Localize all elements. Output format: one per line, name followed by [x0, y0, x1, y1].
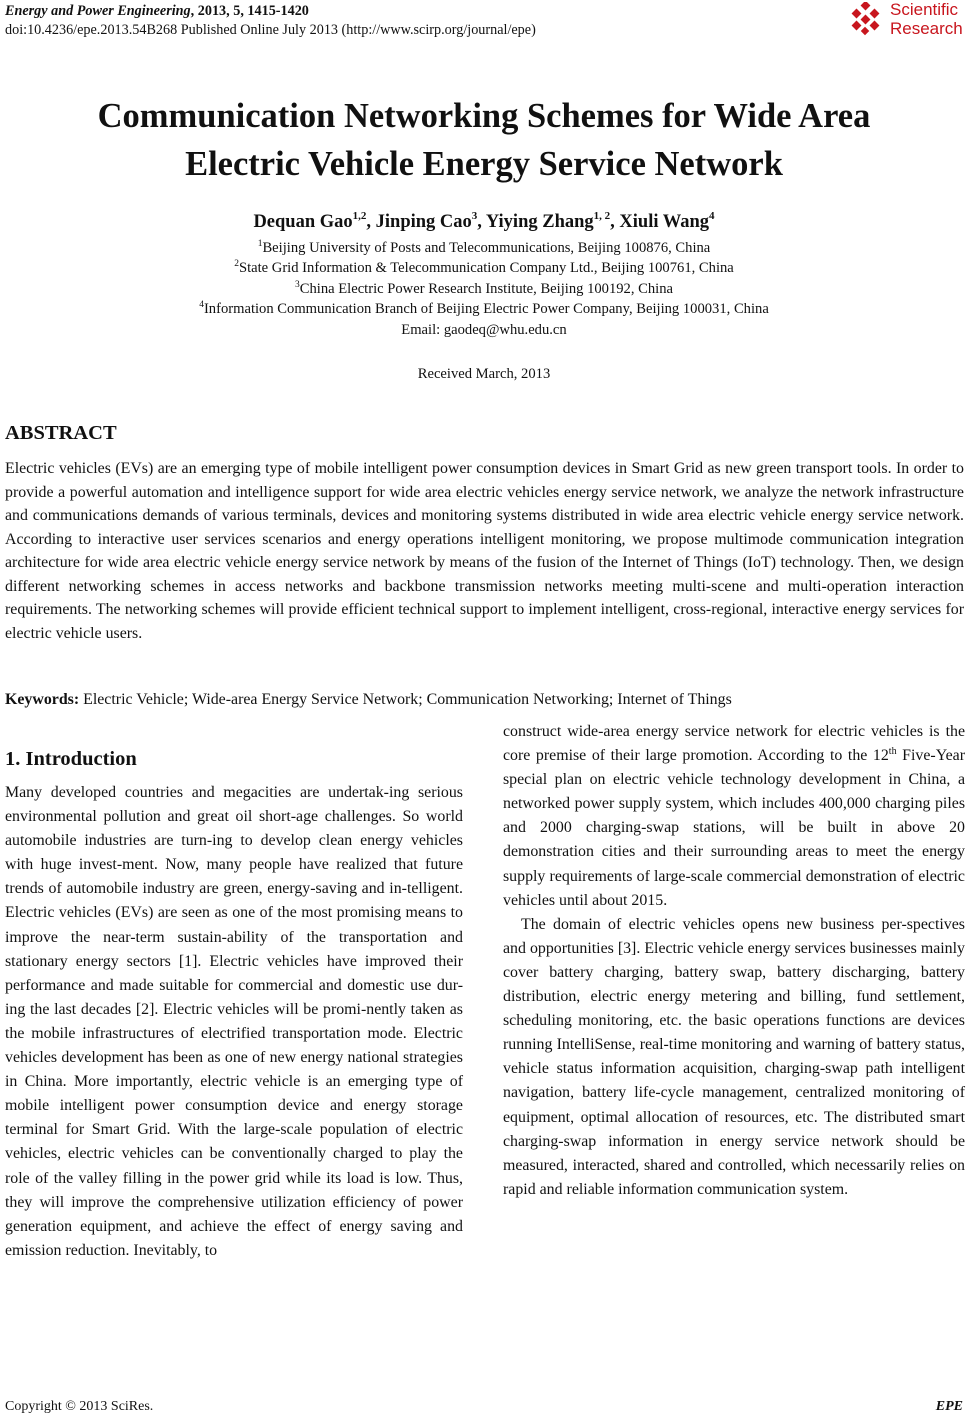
doi-line: doi:10.4236/epe.2013.54B268 Published Online July 2013 (http://www.scirp.org/journal/epe): [5, 22, 536, 38]
body-paragraph: The domain of electric vehicles opens new business per-spectives and opportunities [3]. Electric vehicle energy services businesses mainly cover battery charging, battery swap, battery discharging, battery distribution, electric energy metering and billing, fund settlement, scheduling monitoring, etc. the basic operations functions are devices running IntelliSense, real-time monitoring and warning of battery status, vehicle status information acquisition, charging-swap path intelligent navigation, battery life-cycle management, centralized monitoring of equipment, optimal allocation of resources, etc. The distributed smart charging-swap information in energy service network should be measured, interacted, shared and controlled, which necessarily relies on rapid and reliable information communication system.: [503, 915, 965, 1198]
author-name: Xiuli Wang: [619, 212, 710, 232]
affiliation-sup: 2: [234, 259, 239, 270]
affiliation-text: Information Communication Branch of Beijing Electric Power Company, Beijing 100031, China: [203, 301, 769, 318]
body-paragraph: [503, 720, 965, 913]
title-line-1: Communication Networking Schemes for Wide Area: [97, 97, 871, 135]
footer-copyright: Copyright © 2013 SciRes.: [5, 1399, 154, 1414]
email-link[interactable]: Email: gaodeq@whu.edu.cn: [401, 321, 567, 338]
author-affil-sup: 3: [471, 210, 478, 222]
author-name: Jinping Cao: [375, 212, 472, 232]
affiliation-sup: 4: [199, 300, 204, 311]
footer-journal-abbrev: EPE: [935, 1399, 963, 1414]
affiliation: [0, 279, 968, 299]
journal-volume: , 2013, 5, 1415-1420: [190, 3, 309, 19]
body-text: Five-Year special plan on electric vehicle technology development in China, a networked power supply system, which includes 400,000 charging piles and 2000 charging-swap stations, will be built in above 20 demonstration cities and their surrounding areas to meet the energy supply requirements of large-scale commercial demonstration of electric vehicles until about 2015.: [503, 747, 965, 909]
journal-citation: [5, 2, 309, 21]
affiliation-list: [0, 238, 968, 340]
affiliation-text: China Electric Power Research Institute, Beijing 100192, China: [299, 280, 674, 297]
author-separator: ,: [477, 212, 486, 232]
author-affil-sup: 1, 2: [593, 210, 611, 222]
publisher-logo-text: [890, 0, 963, 38]
author-separator: ,: [366, 212, 376, 232]
keywords-label: Keywords:: [5, 691, 80, 708]
body-text: construct wide-area energy service network for electric vehicles is the core premise of their large promotion. According to the 12: [503, 723, 965, 765]
publisher-logo-icon: [848, 2, 884, 36]
affiliation-text: State Grid Information & Telecommunication Company Ltd., Beijing 100761, China: [238, 260, 734, 277]
abstract-body: [5, 457, 964, 645]
abstract-text: Electric vehicles (EVs) are an emerging type of mobile intelligent power consumption devices in Smart Grid as new green transport tools. In order to provide a powerful automation and intelligence support for wide area electric vehicles energy service network, we analyze the network infrastructure and communications demands of various terminals, devices and monitoring systems distributed in wide area electric vehicle energy service network. According to interactive user services scenarios and energy operations intelligent monitoring, we propose multimode communication integration architecture for wide area electric vehicle energy service network by means of the fusion of the Internet of Things (IoT) technology. Then, we design different networking schemes in access networks and backbone transmission networks meeting multi-scene and multi-operation interaction requirements. The networking schemes will provide efficient technical support to implement intelligent, cross-regional, interactive energy services for electric vehicle users.: [5, 460, 964, 642]
publisher-logo: [848, 0, 968, 42]
affiliation: [0, 238, 968, 258]
logo-line-research: Research: [890, 19, 963, 38]
affiliation-sup: 3: [294, 279, 300, 290]
body-column-left: [5, 781, 463, 1263]
keywords: [5, 688, 732, 712]
author-name: Yiying Zhang: [485, 212, 594, 232]
title-line-2: Electric Vehicle Energy Service Network: [185, 145, 783, 183]
affiliation-text: Beijing University of Posts and Telecommunications, Beijing 100876, China: [262, 240, 711, 256]
keywords-text: Electric Vehicle; Wide-area Energy Service Network; Communication Networking; Internet of Things: [79, 691, 732, 708]
affiliation-sup: 1: [257, 239, 263, 249]
abstract-heading: ABSTRACT: [5, 422, 117, 444]
body-column-right: [503, 720, 965, 1202]
author-separator: ,: [610, 212, 620, 232]
received-date: Received March, 2013: [417, 366, 551, 382]
body-paragraph: Many developed countries and megacities are undertak-ing serious environmental pollution and great oil short-age challenges. So world automobile industries are turn-ing to develop clean energy vehicles with huge invest-ment. Now, many people have realized that future trends of automobile industry are green, energy-saving and in-telligent. Electric vehicles (EVs) are seen as one of the most promising means to improve the near-term sustain-ability of the transportation and stationary energy sectors [1]. Electric vehicles have improved their performance and made suitable for commercial and domestic use dur-ing the last decades [2]. Electric vehicles will be promi-nently taken as the mobile infrastructures of electrified transportation mode. Electric vehicles development has been as one of new energy national strategies in China. More importantly, electric vehicle is an emerging type of mobile intelligent power consumption device and energy storage terminal for Smart Grid. With the large-scale population of electric vehicles, electric vehicles can be conventionally charged to play the role of the valley filling in the power grid while its load is low. Thus, they will improve the comprehensive utilization efficiency of power generation equipment, and achieve the effect of energy saving and emission reduction. Inevitably, to: [5, 784, 463, 1259]
author-list: [0, 210, 968, 234]
author-name: Dequan Gao: [253, 212, 353, 232]
paper-title: [0, 92, 968, 188]
section-heading: 1. Introduction: [5, 748, 137, 770]
affiliation: [0, 258, 968, 278]
author-affil-sup: 1,2: [352, 210, 367, 222]
superscript: th: [888, 746, 897, 758]
affiliation: [0, 299, 968, 319]
logo-line-scientific: Scientific: [890, 0, 959, 19]
journal-name: Energy and Power Engineering: [5, 3, 191, 19]
author-affil-sup: 4: [709, 210, 715, 222]
